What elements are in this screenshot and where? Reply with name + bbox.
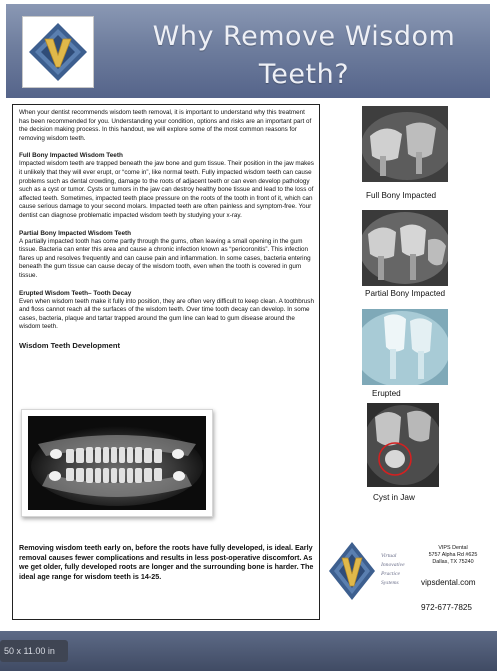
caption-full-bony: Full Bony Impacted xyxy=(366,191,437,200)
intro-paragraph: When your dentist recommends wisdom teeth removal, it is important to understand why this treatment has been recommended for you. Understanding your condition, options and risks are an important part of the decision making process. In this handout, we will explore some of the most common reasons for removing wisdom teeth. xyxy=(19,109,312,142)
section-body-full-bony: Impacted wisdom teeth are trapped beneath the jaw bone and gum tissue. Their position in the jaw makes it unlikely that they will ever erupt, or “come in”, like normal teeth. Fully impacted wisdom teeth can cause problems such as dental crowding, damage to the roots of adjacent teeth or can even develop pathology such as a cyst or tumor. Cysts or tumors in the jaw can destroy healthy bone tissue and lead to the loss of affected teeth. Sometimes, impacted teeth place pressure on the roots of the tooth in front of it, which can cause serious damage to your second molars. Impacted teeth are often painless and symptom-free. Your dentist can diagnose problematic impacted wisdom teeth by studying your x-ray. xyxy=(19,160,314,219)
logo-text-line: Innovative xyxy=(381,562,405,568)
section-body-partial-bony: A partially impacted tooth has come partly through the gums, often leaving a small opening in the gum tissue. Bacteria can enter this area and cause a chronic infection known as “pericoronitis”. This infection flares up and resolves frequently and can cause pain and inflammation. In some cases, bacteria entering beneath the gum tissue can cause decay of the wisdom tooth, even when the tooth is covered in gum tissue. xyxy=(19,237,311,279)
practice-address xyxy=(418,545,488,566)
footer-logo-text xyxy=(381,552,421,588)
section-body-erupted: Even when wisdom teeth make it fully into position, they are often very difficult to keep clean. A toothbrush and floss cannot reach all the surfaces of the wisdom teeth. Over time tooth decay can develop. In some cases, bacteria, plaque and tartar trapped around the gum line can lead to gum disease around the wisdom teeth. xyxy=(19,297,314,331)
caption-erupted: Erupted xyxy=(372,389,401,398)
caption-partial-bony: Partial Bony Impacted xyxy=(365,289,446,298)
practice-name: VIPS Dental xyxy=(438,545,468,551)
main-content-box xyxy=(12,104,320,620)
xray-cyst-in-jaw xyxy=(367,403,439,487)
panoramic-xray-image xyxy=(21,409,213,517)
v-logo-icon xyxy=(27,21,89,83)
panoramic-xray-graphic xyxy=(28,416,206,510)
section-title-erupted: Erupted Wisdom Teeth– Tooth Decay xyxy=(19,289,132,297)
address-line-2: Dallas, TX 75240 xyxy=(432,559,474,565)
development-title: Wisdom Teeth Development xyxy=(19,340,121,350)
practice-phone: 972-677-7825 xyxy=(421,603,472,612)
page-title: Why Remove Wisdom Teeth? xyxy=(152,21,456,90)
logo-text-line: Practice xyxy=(381,571,400,577)
document-viewer-bar xyxy=(0,631,497,671)
practice-website[interactable]: vipsdental.com xyxy=(421,578,476,587)
v-logo-icon xyxy=(327,540,377,602)
page-size-indicator: 50 x 11.00 in xyxy=(0,640,68,662)
address-line-1: 5757 Alpha Rd #625 xyxy=(428,552,478,558)
header-banner xyxy=(6,4,490,98)
xray-erupted xyxy=(362,309,448,385)
footer-logo xyxy=(327,540,377,602)
xray-full-bony-impacted xyxy=(362,106,448,182)
section-title-partial-bony: Partial Bony Impacted Wisdom Teeth xyxy=(19,229,132,237)
caption-cyst: Cyst in Jaw xyxy=(373,493,415,502)
closing-paragraph: Removing wisdom teeth early on, before the roots have fully developed, is ideal. Early removal causes fewer complications and results in less post-operative discomfort. As we get older, fully developed roots are longer and the surrounding bone is harder. The ideal age range for wisdom teeth is 14-25. xyxy=(19,543,314,581)
section-title-full-bony: Full Bony Impacted Wisdom Teeth xyxy=(19,152,123,160)
logo-text-line: Systems xyxy=(381,580,399,586)
xray-partial-bony-impacted xyxy=(362,210,448,286)
logo-text-line: Virtual xyxy=(381,553,397,559)
practice-logo xyxy=(22,16,94,88)
